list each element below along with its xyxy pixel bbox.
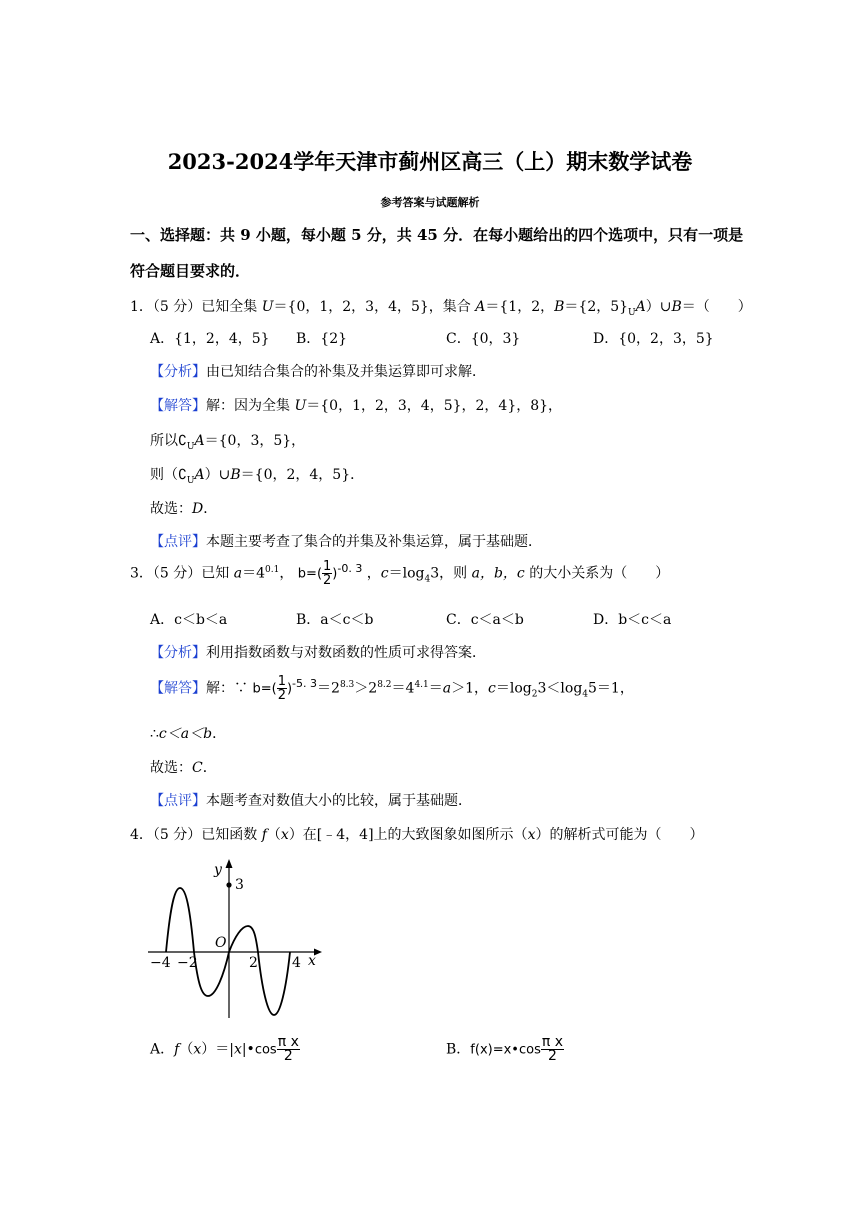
y-axis-arrow-icon xyxy=(226,859,233,868)
q1-stem: 1．（5 分）已知全集 U＝{0，1，2，3，4，5}，集合 A＝{1，2，B＝{2，$5\}_UA)\cup B=$（ ） xyxy=(130,299,752,318)
y-axis-label: y xyxy=(214,862,222,878)
q1-comment: 【点评】本题主要考查了集合的并集及补集运算，属于基础题． xyxy=(150,534,542,550)
q4-option-a: A．f（x）＝|x|•cos $\frac{\text{π x}}{2}$ xyxy=(150,1034,299,1064)
x-axis-label: x xyxy=(308,953,316,969)
solution-tag: 【解答】 xyxy=(150,680,206,697)
q1-option-d: D．{0，2，3，5} xyxy=(593,331,714,347)
x-tick-label: −2 xyxy=(177,955,198,971)
x-tick-label: 2 xyxy=(249,955,258,971)
solution-tag: 【解答】 xyxy=(150,398,206,414)
q4-stem: 4．（5 分）已知函数 f（x）在[﹣4，4]上的大致图象如图所示（x）的解析式可能为（ ） xyxy=(130,827,704,843)
q1-analysis: 【分析】由已知结合集合的补集及并集运算即可求解． xyxy=(150,364,486,380)
q3-option-b: B．a＜c＜b xyxy=(296,612,374,628)
page-title: 2023-2024学年天津市蓟州区高三（上）期末数学试卷 xyxy=(167,149,693,174)
q4-option-b: B．f(x)=x•cos $\frac{\text{π x}}{2}$ xyxy=(446,1034,564,1064)
comment-tag: 【点评】 xyxy=(150,534,206,550)
q3-analysis: 【分析】利用指数函数与对数函数的性质可求得答案． xyxy=(150,645,486,661)
y-tick-label: 3 xyxy=(235,877,244,893)
q4-function-graph xyxy=(140,850,340,1025)
q3-answer: 故选：C． xyxy=(150,760,217,776)
analysis-tag: 【分析】 xyxy=(150,364,206,380)
q1-solution-line1: 【解答】解：因为全集 U＝{0，1，2，3，4，5}，2，4}，8}， xyxy=(150,398,563,414)
section-heading-line2: 符合题目要求的． xyxy=(130,262,251,280)
q1-answer: 故选：D． xyxy=(150,501,218,517)
q3-option-c: C．c＜a＜b xyxy=(446,612,524,628)
x-tick-label: −4 xyxy=(150,955,171,971)
comment-tag: 【点评】 xyxy=(150,793,206,809)
q1-option-b: B．{2} xyxy=(296,331,348,347)
x-tick-label: 4 xyxy=(292,955,301,971)
q1-solution-line3: 则$(∁_UA)\cup B=\{0$，2，4，5}． xyxy=(150,467,365,486)
q3-option-d: D．b＜c＜a xyxy=(593,612,672,628)
q3-stem: 3．（5 分）已知 $a=4^{0.1}$， b=( $\frac{1}{2}$ )$^{-0. 3}$ ，$c=\log_43$，则 a，b，c 的大小关系为（ ） xyxy=(130,559,670,588)
q3-option-a: A．c＜b＜a xyxy=(150,612,228,628)
analysis-tag: 【分析】 xyxy=(150,645,206,661)
q1-option-c: C．{0，3} xyxy=(446,331,521,347)
page-subtitle: 参考答案与试题解析 xyxy=(380,196,480,209)
section-heading-line1: 一、选择题：共 9 小题，每小题 5 分，共 45 分．在每小题给出的四个选项中，只有一项是 xyxy=(130,226,744,244)
q1-solution-line2: 所以$∁_UA=\{0$，3，5}， xyxy=(150,433,306,452)
origin-label: O xyxy=(215,935,227,951)
q3-solution-line1: 【解答】解：∵ b=( $\frac{1}{2}$ )$^{-5. 3}=2^{8.3}>2^{8.2}=4^{4.1}=a>1$，$c=\log_23<\log_45=1$， xyxy=(150,674,634,703)
q3-solution-line2: ∴c＜a＜b． xyxy=(150,726,227,742)
q1-option-a: A．{1，2，4，5} xyxy=(150,331,270,347)
y-tick-point xyxy=(226,882,231,887)
q3-comment: 【点评】本题考查对数值大小的比较，属于基础题． xyxy=(150,793,472,809)
